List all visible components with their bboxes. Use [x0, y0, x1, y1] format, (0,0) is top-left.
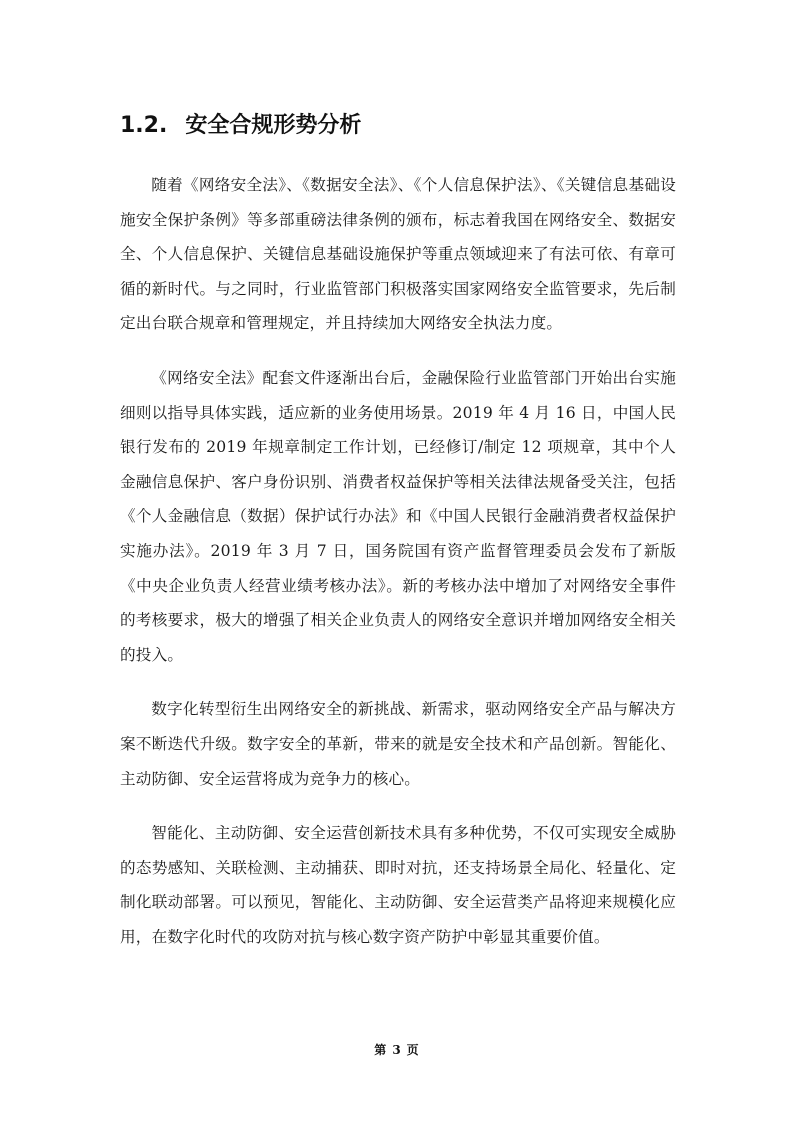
paragraph-innovation-advantages: 智能化、主动防御、安全运营创新技术具有多种优势，不仅可实现安全威胁的态势感知、关联检测、主动捕获、即时对抗，还支持场景全局化、轻量化、定制化联动部署。可以预见，智能化、主动防御、安全运营类产品将迎来规模化应用，在数字化时代的攻防对抗与核心数字资产防护中彰显其重要价值。	[120, 824, 676, 946]
body-text	[120, 168, 676, 974]
page-number: 3	[392, 1043, 401, 1057]
footer-prefix: 第	[374, 1043, 387, 1057]
section-title: 安全合规形势分析	[185, 113, 362, 138]
footer-suffix: 页	[406, 1043, 419, 1057]
paragraph-digital-transformation: 数字化转型衍生出网络安全的新挑战、新需求，驱动网络安全产品与解决方案不断迭代升级。数字安全的革新，带来的就是安全技术和产品创新。智能化、主动防御、安全运营将成为竞争力的核心。	[120, 700, 676, 788]
section-heading	[120, 110, 680, 142]
page-footer	[0, 1041, 793, 1059]
section-number: 1.2.	[120, 113, 168, 138]
paragraph-regulations: 随着《网络安全法》、《数据安全法》、《个人信息保护法》、《关键信息基础设施安全保护条例》等多部重磅法律条例的颁布，标志着我国在网络安全、数据安全、个人信息保护、关键信息基础设施保护等重点领域迎来了有法可依、有章可循的新时代。与之同时，行业监管部门积极落实国家网络安全监管要求，先后制定出台联合规章和管理规定，并且持续加大网络安全执法力度。	[120, 176, 676, 333]
paragraph-financial-supervision: 《网络安全法》配套文件逐渐出台后，金融保险行业监管部门开始出台实施细则以指导具体实践，适应新的业务使用场景。2019 年 4 月 16 日，中国人民银行发布的 2019 年规章制定工作计划，已经修订/制定 12 项规章，其中个人金融信息保护、客户身份识别、消费者权益保护等相关法律法规备受关注，包括《个人金融信息（数据）保护试行办法》和《中国人民银行金融消费者权益保护实施办法》。2019 年 3 月 7 日，国务院国有资产监督管理委员会发布了新版《中央企业负责人经营业绩考核办法》。新的考核办法中增加了对网络安全事件的考核要求，极大的增强了相关企业负责人的网络安全意识并增加网络安全相关的投入。	[120, 368, 676, 664]
